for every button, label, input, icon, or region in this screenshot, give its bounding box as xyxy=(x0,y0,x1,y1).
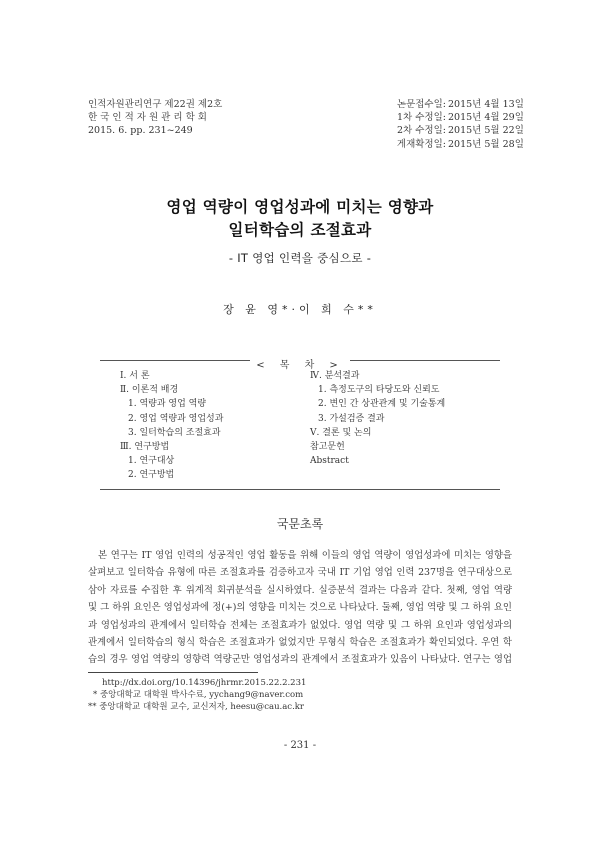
date-label: 2차 수정일: xyxy=(397,125,446,137)
date-value: 2015년 4월 29일 xyxy=(448,112,524,124)
date-label: 논문접수일: xyxy=(396,99,446,110)
date-value: 2015년 5월 28일 xyxy=(448,138,524,150)
journal-info xyxy=(88,98,222,138)
date-row xyxy=(382,138,524,151)
doi-link[interactable]: http://dx.doi.org/10.14396/jhrmr.2015.22.2.231 xyxy=(102,678,307,688)
date-value: 2015년 4월 13일 xyxy=(448,99,524,110)
toc-item: 참고문헌 xyxy=(310,442,345,453)
toc-item: 3. 일터학습의 조절효과 xyxy=(128,427,221,438)
toc-item: Ⅰ. 서 론 xyxy=(120,371,150,381)
toc-item: 1. 역량과 영업 역량 xyxy=(128,399,207,410)
footnote-divider xyxy=(88,672,258,673)
date-row xyxy=(382,111,524,124)
date-label: 1차 수정일: xyxy=(397,112,446,124)
toc-item: Abstract xyxy=(310,456,349,467)
abstract-line: 과 영업성과의 관계에서 일터학습 전체는 조절효과가 없었다. 영업 역량 및 그 하위 요인과 영업성과의 xyxy=(88,619,512,631)
toc-left-column xyxy=(120,369,223,483)
date-row xyxy=(382,98,524,111)
title-block xyxy=(0,196,600,266)
toc-item: Ⅱ. 이론적 배경 xyxy=(120,385,179,396)
toc-right-column xyxy=(310,369,445,468)
date-value: 2015년 5월 22일 xyxy=(448,125,524,137)
issue-pages: 2015. 6. pp. 231~249 xyxy=(88,125,193,137)
abstract-heading: 국문초록 xyxy=(276,517,324,531)
toc-item: 2. 영업 역량과 영업성과 xyxy=(128,413,224,424)
toc-heading: < 목 차 > xyxy=(250,360,350,371)
date-label: 게재확정일: xyxy=(396,138,446,150)
table-of-contents xyxy=(100,360,500,490)
toc-item: 2. 변인 간 상관관계 및 기술통계 xyxy=(318,399,446,410)
abstract-line: 습의 경우 영업 역량의 영향력 역량군만 영업성과의 관계에서 조절효과가 있음이 나타났다. 연구는 영업 xyxy=(88,654,512,666)
toc-item: 1. 측정도구의 타당도와 신뢰도 xyxy=(318,385,440,396)
toc-item: 1. 연구대상 xyxy=(128,456,175,467)
abstract-line: 본 연구는 IT 영업 인력의 성공적인 영업 활동을 위해 이들의 영업 역량이 영업성과에 미치는 영향을 xyxy=(98,550,512,561)
abstract-line: 삼아 자료를 수집한 후 위계적 회귀분석을 실시하였다. 실증분석 결과는 다음과 같다. 첫째, 영업 역량 xyxy=(88,584,512,596)
paper-title-line2: 일터학습의 조절효과 xyxy=(228,221,372,239)
toc-item: 2. 연구방법 xyxy=(128,470,175,481)
abstract-body xyxy=(88,547,512,669)
submission-dates xyxy=(382,98,524,151)
abstract-line: 및 그 하위 요인은 영업성과에 정(+)의 영향을 미치는 것으로 나타났다. 둘째, 영업 역량 및 그 하위 요인 xyxy=(88,602,512,614)
page-number: - 231 - xyxy=(283,740,317,751)
footnote-author2: ** 중앙대학교 대학원 교수, 교신저자, heesu@cau.ac.kr xyxy=(88,702,304,712)
society-name: 한 국 인 적 자 원 관 리 학 회 xyxy=(88,112,207,124)
toc-item: 3. 가설검증 결과 xyxy=(318,413,385,424)
date-row xyxy=(382,124,524,137)
footnote-author1: * 중앙대학교 대학원 박사수료, yychang9@naver.com xyxy=(93,690,304,700)
toc-item: Ⅳ. 분석결과 xyxy=(310,371,360,381)
author-line: 장 윤 영*·이 희 수** xyxy=(223,303,377,316)
paper-subtitle: - IT 영업 인력을 중심으로 - xyxy=(228,251,372,265)
abstract-line: 관계에서 일터학습의 형식 학습은 조절효과가 없었지만 무형식 학습은 조절효과가 확인되었다. 우연 학 xyxy=(88,637,512,649)
toc-item: Ⅴ. 결론 및 논의 xyxy=(310,427,372,438)
toc-item: Ⅲ. 연구방법 xyxy=(120,442,170,453)
journal-name: 인적자원관리연구 제22권 제2호 xyxy=(88,99,223,110)
paper-title-line1: 영업 역량이 영업성과에 미치는 영향과 xyxy=(166,198,434,216)
abstract-line: 살펴보고 일터학습 유형에 따른 조절효과를 검증하고자 국내 IT 기업 영업 인력 237명을 연구대상으로 xyxy=(88,567,512,579)
